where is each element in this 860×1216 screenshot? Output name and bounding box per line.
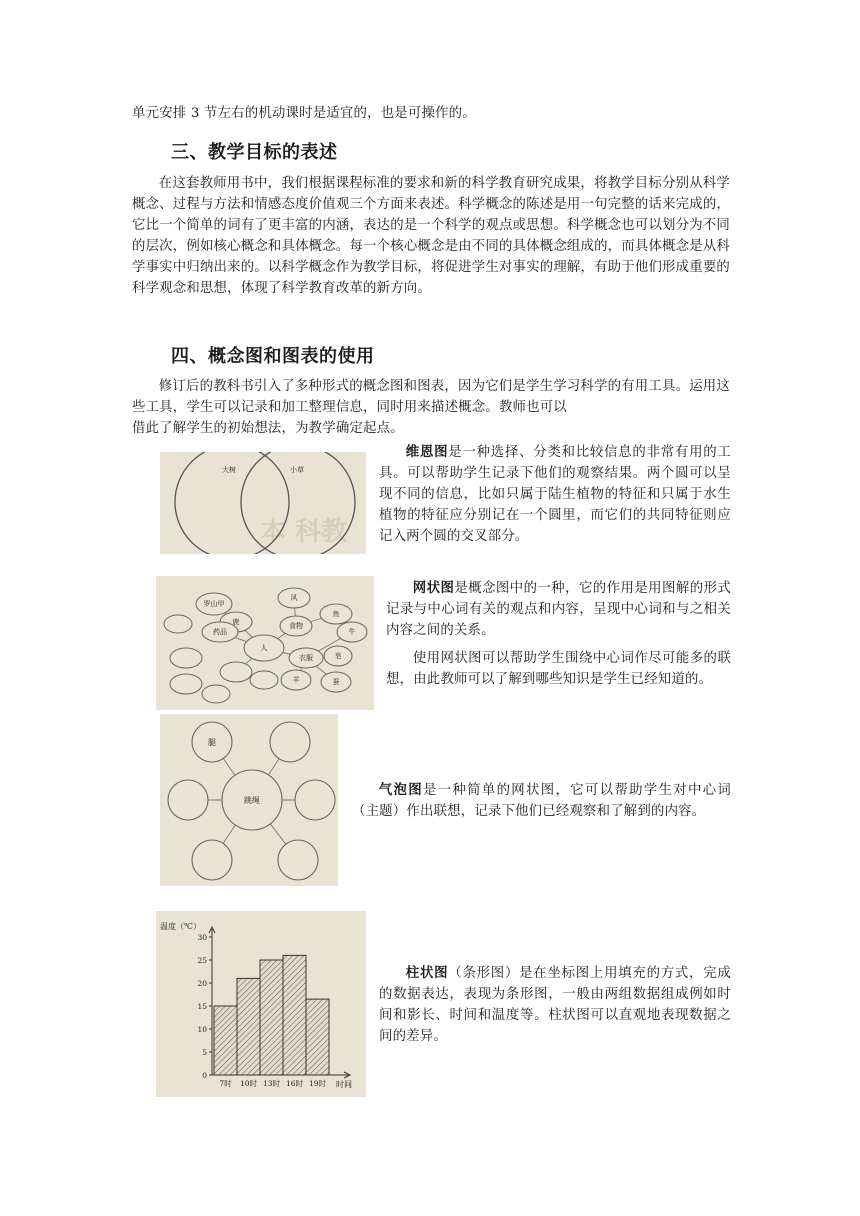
web-node-blank [202, 685, 230, 703]
web-node-blank [170, 674, 202, 694]
section3-paragraph: 在这套教师用书中，我们根据课程标准的要求和新的科学教育研究成果，将教学目标分别从科学概念、过程与方法和情感态度价值观三个方面来表述。科学概念的陈述是用一句完整的话来完成的，它比一个简单的词有了更丰富的内涵，表达的是一个科学的观点或思想。科学概念也可以划分为不同的层次，例如核心概念和具体概念。每一个核心概念是由不同的具体概念组成的，而具体概念是从科学事实中归纳出来的。以科学概念作为教学目标，将促进学生对事实的理解，有助于他们形成重要的科学观念和思想，体现了科学教育改革的新方向。 [132, 176, 730, 296]
web-label: 皂 [334, 652, 342, 660]
web-label: 风 [290, 594, 298, 602]
web-label: 蚕 [332, 678, 340, 686]
chart-y-tick-label: 0 [202, 1071, 207, 1080]
web-label: 衣服 [299, 654, 313, 662]
bubble-node [295, 780, 335, 820]
web-label: 鱼 [332, 610, 340, 618]
venn-right-label: 小草 [290, 466, 304, 474]
chart-x-tick-label: 7时 [219, 1079, 232, 1088]
web-diagram-figure [156, 576, 374, 710]
web-node-blank [220, 662, 252, 682]
bubble-node [192, 840, 232, 880]
section3-heading: 三、教学目标的表述 [171, 142, 338, 163]
web-label: 药品 [213, 628, 227, 636]
bubble-node [168, 780, 208, 820]
web-label: 食物 [289, 622, 303, 630]
chart-xlabel: 时间 [336, 1080, 352, 1089]
chart-bar-16时 [283, 955, 306, 1075]
bubble-description: 气泡图是一种简单的网状图，它可以帮助学生对中心词（主题）作出联想，记录下他们已经观察和了解到的内容。 [352, 782, 731, 819]
bar-description: 柱状图（条形图）是在坐标图上用填充的方式，完成的数据表达，表现为条形图，一般由两组数据组成例如时间和影长、时间和温度等。柱状图可以直观地表现数据之间的差异。 [379, 965, 731, 1044]
bubble-node [270, 722, 310, 762]
bubble-node [278, 840, 318, 880]
chart-bar-13时 [260, 960, 283, 1075]
section4-paragraph-1: 修订后的教科书引入了多种形式的概念图和图表，因为它们是学生学习科学的有用工具。运用这些工具，学生可以记录和加工整理信息，同时用来描述概念。教师也可以 [132, 379, 730, 415]
bubble-center-label: 跳绳 [244, 796, 260, 805]
chart-y-tick-label: 25 [197, 956, 207, 965]
bubble-node-label: 腿 [208, 738, 216, 747]
web-label: 人 [260, 644, 268, 652]
web-label: 牛 [348, 628, 356, 636]
venn-description: 维恩图是一种选择、分类和比较信息的非常有用的工具。可以帮助学生记录下他们的观察结果。两个圆可以呈现不同的信息，比如只属于陆生植物的特征和只属于水生植物的特征应分别记在一个圆里，而它们的共同特征则应记入两个圆的交叉部分。 [379, 444, 731, 544]
chart-x-tick-label: 10时 [239, 1079, 258, 1088]
intro-line: 单元安排 3 节左右的机动课时是适宜的，也是可操作的。 [132, 106, 476, 121]
venn-left-label: 大树 [222, 466, 236, 474]
bar-chart [156, 911, 366, 1097]
web-description-2: 使用网状图可以帮助学生围绕中心词作尽可能多的联想，由此教师可以了解到哪些知识是学生已经知道的。 [386, 651, 731, 687]
bar-chart-figure [156, 911, 366, 1097]
chart-y-tick-label: 10 [197, 1025, 207, 1034]
bubble-diagram-figure [160, 714, 338, 886]
bar-term: 柱状图 [405, 965, 449, 981]
venn-diagram-figure [160, 452, 366, 554]
chart-ylabel: 温度（℃） [160, 922, 201, 931]
web-node-blank [250, 671, 278, 689]
venn-term: 维恩图 [405, 444, 449, 460]
web-label: 罗山甲 [203, 600, 225, 608]
web-description: 网状图是概念图中的一种，它的作用是用图解的形式记录与中心词有关的观点和内容，呈现中心词和与之相关内容之间的关系。 [386, 580, 731, 638]
web-label: 羊 [292, 676, 300, 684]
web-node-blank [164, 615, 192, 633]
chart-y-tick-label: 30 [197, 933, 207, 942]
bubble-term: 气泡图 [378, 782, 423, 798]
chart-x-tick-label: 13时 [262, 1079, 281, 1088]
section4-paragraph-2: 借此了解学生的初始想法，为教学确定起点。 [132, 421, 404, 436]
web-node-blank [170, 648, 202, 668]
web-label: 鹿 [232, 618, 240, 626]
chart-y-tick-label: 20 [197, 979, 207, 988]
chart-bar-10时 [237, 978, 260, 1075]
chart-bar-7时 [214, 1006, 237, 1075]
section4-heading: 四、概念图和图表的使用 [171, 346, 375, 367]
chart-y-tick-label: 5 [202, 1048, 207, 1057]
chart-x-tick-label: 19时 [308, 1079, 327, 1088]
web-term: 网状图 [412, 580, 455, 596]
chart-x-tick-label: 16时 [285, 1079, 304, 1088]
venn-watermark: 本 科教 [260, 517, 348, 547]
chart-bar-19时 [306, 999, 329, 1075]
chart-y-tick-label: 15 [197, 1002, 207, 1011]
